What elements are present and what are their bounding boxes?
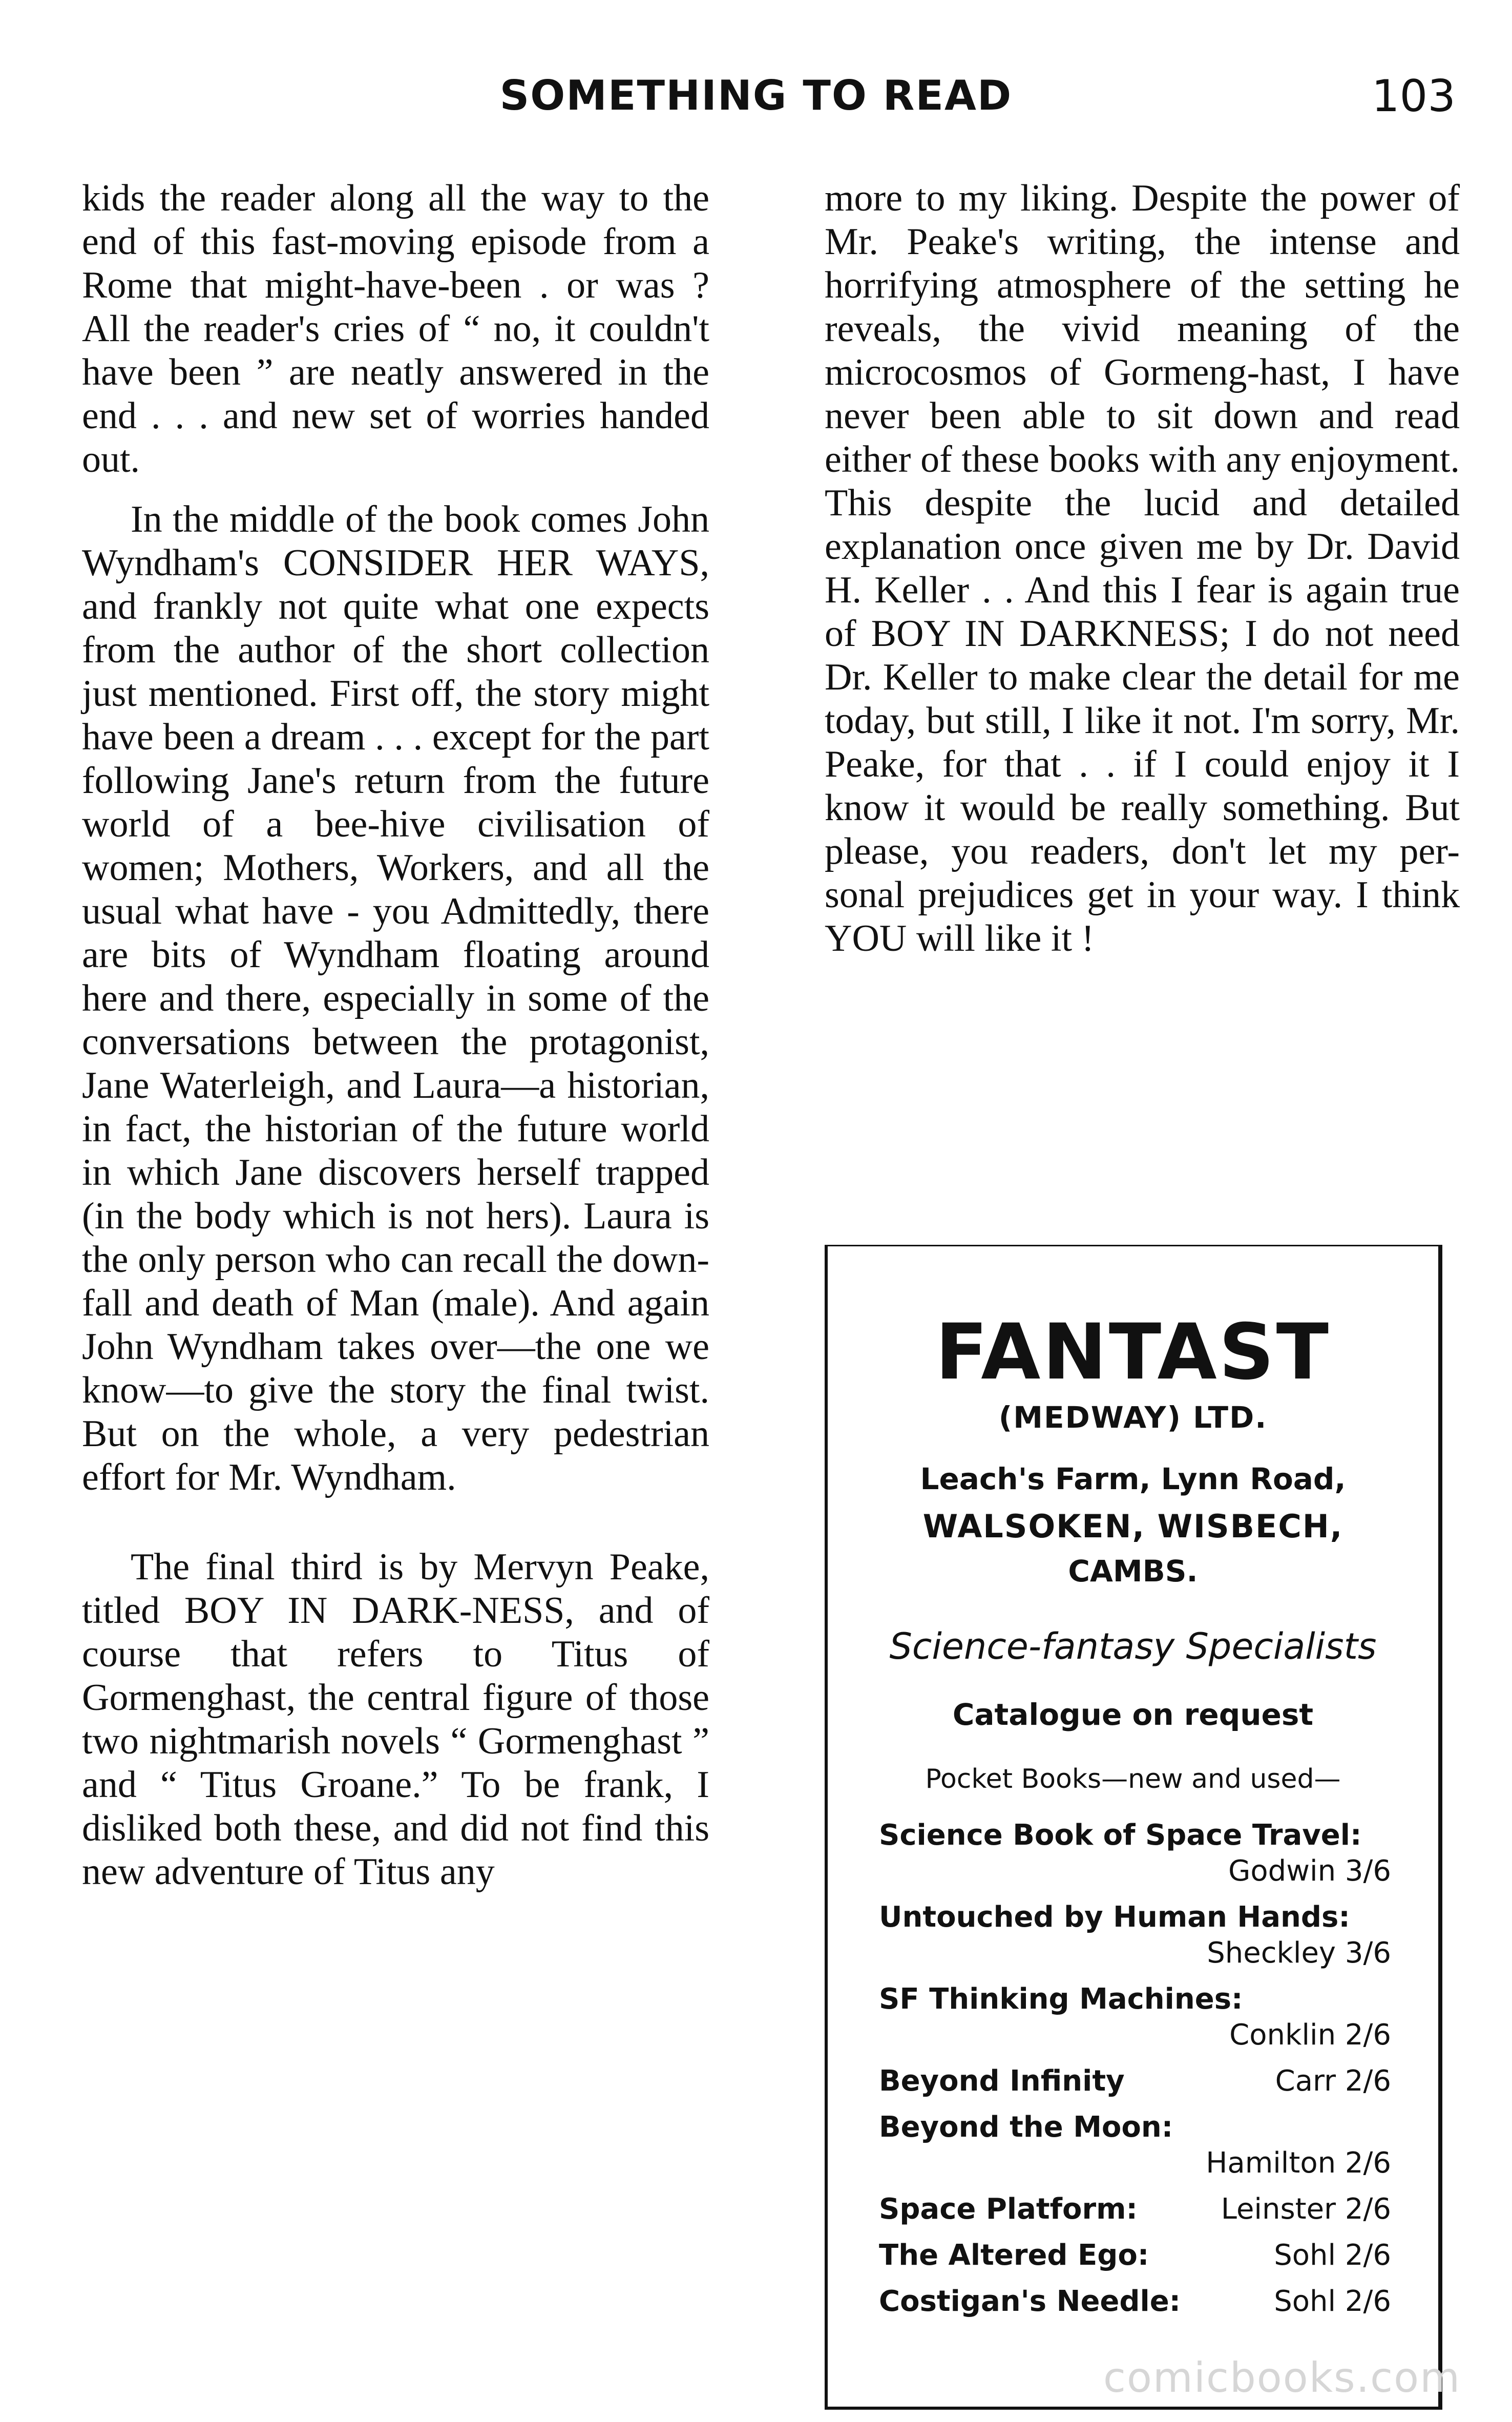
book-author-price: Hamilton 2/6 <box>1206 2146 1391 2180</box>
book-author-price: Sheckley 3/6 <box>1207 1936 1391 1970</box>
book-item <box>879 1818 1391 1889</box>
advert-company-suffix: (MEDWAY) LTD. <box>998 1400 1268 1435</box>
book-author-price: Sohl 2/6 <box>1274 2285 1391 2318</box>
running-title: SOMETHING TO READ <box>499 72 1013 119</box>
book-title: Costigan's Needle: <box>879 2285 1181 2318</box>
book-author-price: Carr 2/6 <box>1275 2064 1391 2098</box>
right-column <box>825 177 1460 961</box>
book-title: Untouched by Human Hands: <box>879 1901 1350 1934</box>
advert-address-line: WALSOKEN, WISBECH, <box>922 1508 1343 1545</box>
book-author-price: Conklin 2/6 <box>1229 2018 1391 2052</box>
advert-book-list <box>879 1818 1391 2320</box>
left-column <box>82 177 709 1894</box>
advert-address-line: Leach's Farm, Lynn Road, <box>920 1461 1346 1496</box>
watermark: comicbooks.com <box>1103 2354 1461 2402</box>
book-item <box>879 2191 1391 2227</box>
book-item <box>879 2238 1391 2273</box>
book-item <box>879 2110 1391 2181</box>
advert-pocket-books: Pocket Books—new and used— <box>925 1764 1341 1794</box>
paragraph: The final third is by Mervyn Peake, titled BOY IN DARK-NESS, and of course that refers to Titus of Gormenghast, the central figure of those two nightmarish novels “ Gormenghast ” and “ Titus Groane.” To be frank, I disliked both these, and did not find this new adventure of Titus any <box>82 1546 709 1893</box>
paragraph: In the middle of the book comes John Wyndham's CONSIDER HER WAYS, and frankly not quite what one expects from the author of the short collection just mentioned. First off, the story might have been a dream . . . except for the part following Jane's return from the future world of a bee-hive civilisation of women; Mothers, Workers, and all the usual what have - you Admittedly, there are bits of Wyndham floating around here and there, especially in some of the conversations between the protagonist, Jane Waterleigh, and Laura—a historian, in fact, the historian of the future world in which Jane discovers herself trapped (in the body which is not hers). Laura is the only person who can recall the down-fall and death of Man (male). And again John Wyndham takes over—the one we know—to give the story the final twist. But on the whole, a very pedestrian effort for Mr. Wyndham. <box>82 498 709 1498</box>
book-author-price: Godwin 3/6 <box>1228 1854 1391 1888</box>
book-title: Beyond Infinity <box>879 2064 1125 2098</box>
book-item <box>879 1981 1391 2053</box>
advert-address-line: CAMBS. <box>1068 1554 1198 1589</box>
book-title: Beyond the Moon: <box>879 2111 1173 2144</box>
book-author-price: Leinster 2/6 <box>1221 2193 1391 2226</box>
book-title: Science Book of Space Travel: <box>879 1819 1362 1852</box>
advert-company-name: FANTAST <box>935 1308 1331 1397</box>
book-item <box>879 2284 1391 2320</box>
book-title: SF Thinking Machines: <box>879 1982 1243 2016</box>
paragraph: kids the reader along all the way to the end of this fast-moving episode from a Rome that might-have-been . or was ? All the reader's cries of “ no, it couldn't have been ” are neatly answered in the end . . . and new set of worries handed out. <box>82 177 709 481</box>
paragraph: more to my liking. Despite the power of Mr. Peake's writing, the intense and horrifying atmosphere of the setting he reveals, the vivid meaning of the microcosmos of Gormeng-hast, I have never been able to sit down and read either of these books with any enjoyment. This despite the lucid and detailed explanation once given me by Dr. David H. Keller . . And this I fear is again true of BOY IN DARKNESS; I do not need Dr. Keller to make clear the detail for me today, but still, I like it not. I'm sorry, Mr. Peake, for that . . if I could enjoy it I know it would be really something. But please, you readers, don't let my per-sonal prejudices get in your way. I think YOU will like it ! <box>825 177 1460 959</box>
book-item <box>879 2063 1391 2099</box>
book-item <box>879 1899 1391 1971</box>
book-title: The Altered Ego: <box>879 2239 1149 2272</box>
advertisement-box <box>825 1245 1442 2410</box>
advert-catalogue-note: Catalogue on request <box>952 1697 1314 1732</box>
advert-tagline: Science-fantasy Specialists <box>889 1625 1377 1667</box>
book-author-price: Sohl 2/6 <box>1274 2239 1391 2272</box>
book-title: Space Platform: <box>879 2193 1138 2226</box>
page-number: 103 <box>1371 71 1456 122</box>
